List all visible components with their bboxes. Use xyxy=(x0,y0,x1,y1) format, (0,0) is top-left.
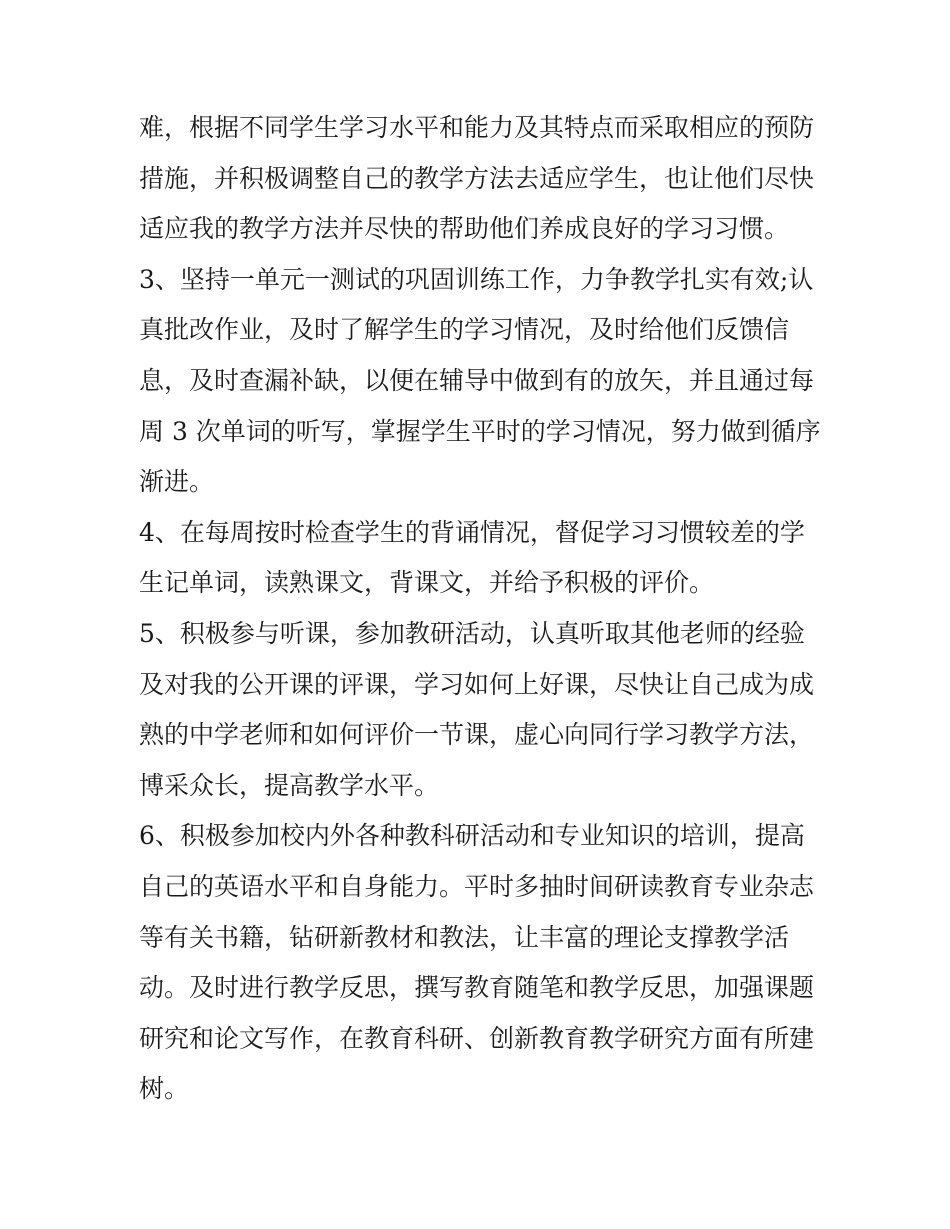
text-line: 及对我的公开课的评课，学习如何上好课，尽快让自己成为成 xyxy=(139,669,815,699)
text-line: 3、坚持一单元一测试的巩固训练工作，力争教学扎实有效;认 xyxy=(139,264,814,294)
text-line: 周 3 次单词的听写，掌握学生平时的学习情况，努力做到循序 xyxy=(139,416,821,446)
text-line: 研究和论文写作，在教育科研、创新教育教学研究方面有所建 xyxy=(139,1023,815,1053)
text-line: 等有关书籍，钻研新教材和教法，让丰富的理论支撑教学活 xyxy=(139,922,790,952)
text-line: 熟的中学老师和如何评价一节课，虚心向同行学习教学方法， xyxy=(139,720,815,750)
text-line: 息，及时查漏补缺，以便在辅导中做到有的放矢，并且通过每 xyxy=(139,365,815,395)
text-line: 措施，并积极调整自己的教学方法去适应学生，也让他们尽快 xyxy=(139,163,815,193)
text-line: 渐进。 xyxy=(139,467,215,497)
text-line: 博采众长，提高教学水平。 xyxy=(139,770,440,800)
text-line: 自己的英语水平和自身能力。平时多抽时间研读教育专业杂志 xyxy=(139,871,815,901)
text-line: 树。 xyxy=(139,1074,190,1104)
text-line: 生记单词，读熟课文，背课文，并给予积极的评价。 xyxy=(139,568,715,598)
text-line: 4、在每周按时检查学生的背诵情况，督促学习习惯较差的学 xyxy=(139,517,805,547)
text-line: 动。及时进行教学反思，撰写教育随笔和教学反思，加强课题 xyxy=(139,973,815,1003)
document-body xyxy=(139,103,839,1115)
text-line: 真批改作业，及时了解学生的学习情况，及时给他们反馈信 xyxy=(139,315,790,345)
text-line: 6、积极参加校内外各种教科研活动和专业知识的培训，提高 xyxy=(139,821,805,851)
text-line: 适应我的教学方法并尽快的帮助他们养成良好的学习习惯。 xyxy=(139,214,790,244)
text-line: 5、积极参与听课，参加教研活动，认真听取其他老师的经验 xyxy=(139,618,805,648)
text-line: 难，根据不同学生学习水平和能力及其特点而采取相应的预防 xyxy=(139,113,815,142)
